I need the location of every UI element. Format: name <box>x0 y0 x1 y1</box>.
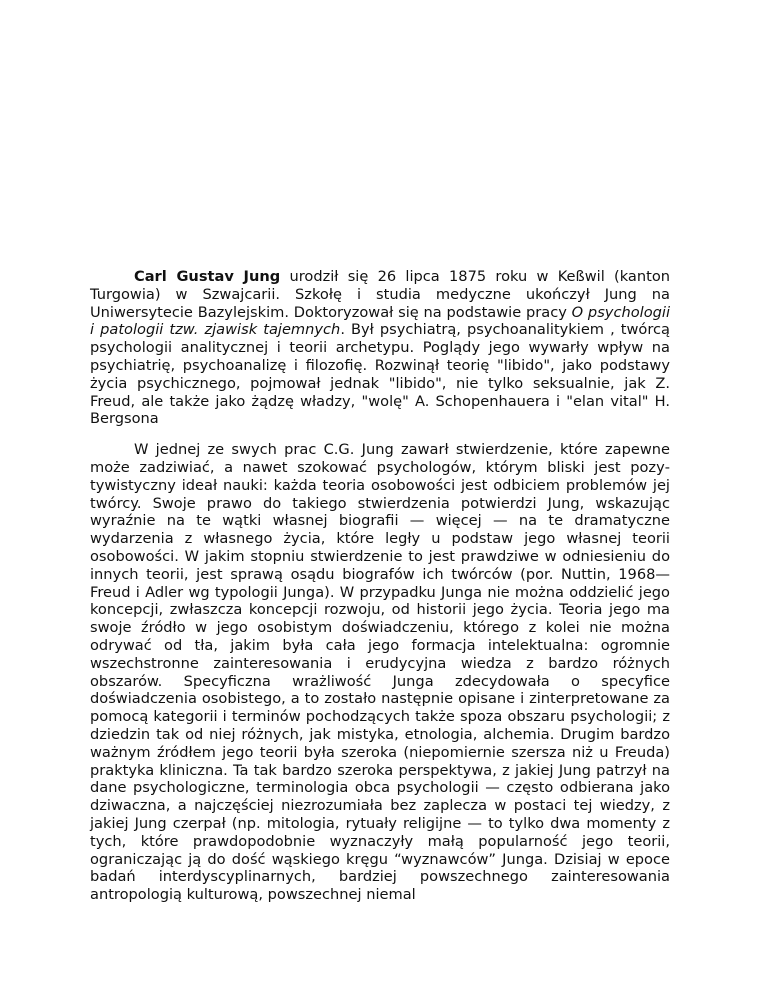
document-page <box>90 268 670 904</box>
dissertation-title: O psychologii i patologii tzw. zjawisk tajemnych <box>90 303 670 339</box>
author-name: Carl Gustav Jung <box>134 268 281 285</box>
paragraph-theory: W jednej ze swych prac C.G. Jung zawarł stwierdzenie, które zapewne może zadziwiać, a nawet szokować psychologów, którym bliski jest pozytywistyczny ideał nauki: każda teoria osobowości jest odbiciem problemów jej twórcy. Swoje prawo do takiego stwierdzenia potwierdzi Jung, wskazując wyraźnie na te wątki własnej biografii — więcej — na te dramatyczne wydarzenia z własnego życia, które legły u podstaw jego własnej teorii osobowości. W jakim stopniu stwierdzenie to jest prawdziwe w odniesieniu do innych teorii, jest sprawą osądu biografów ich twórców (por. Nuttin, 1968— Freud i Adler wg typologii Junga). W przypadku Junga nie można oddzielić jego koncepcji, zwłaszcza koncepcji rozwoju, od historii jego życia. Teoria jego ma swoje źródło w jego osobistym doświadczeniu, którego z kolei nie można odrywać od tła, jakim była cała jego formacja intelektualna: ogromnie wszechstronne zainteresowania i erudycyjna wiedza z bardzo różnych obszarów. Specyficzna wrażliwość Junga zdecydowała o specyfice doświadczenia osobistego, a to zostało następnie opisane i zinterpretowane za pomocą kategorii i terminów pochodzących także spoza obszaru psychologii; z dziedzin tak od niej różnych, jak mistyka, etnologia, alchemia. Drugim bardzo ważnym źródłem jego teorii była szeroka (niepomiernie szersza niż u Freuda) praktyka kliniczna. Ta tak bardzo szeroka perspektywa, z jakiej Jung patrzył na dane psychologiczne, terminologia obca psychologii — często odbierana jako dziwaczna, a najczęściej niezrozumiała bez zaplecza w postaci tej wiedzy, z jakiej Jung czerpał (np. mitologia, rytuały religijne — to tylko dwa momenty z tych, które prawdopodobnie wyznaczyły małą popularność jego teorii, ograniczając ją do dość wąskiego kręgu “wyznawców” Junga. Dzisiaj w epoce badań interdyscyplinarnych, bardziej powszechnego zainteresowania antropologią kulturową, powszechnej niemal <box>90 441 670 904</box>
biography-text-part1: urodził się 26 lipca 1875 roku w Keßwil (kanton Turgowia) w Szwajcarii. Szkołę i studia medyczne ukończył Jung na Uniwersytecie Bazylejskim. Doktoryzował się na podstawie pracy <box>90 268 670 321</box>
paragraph-biography <box>90 268 670 428</box>
biography-text-part2: . Był psychiatrą, psychoanalitykiem , twórcą psychologii analitycznej i teorii archetypu. Poglądy jego wywarły wpływ na psychiatrię, psychoanalizę i filozofię. Rozwinął teorię "libido", jako podstawy życia psychicznego, pojmował jednak "libido", nie tylko seksualnie, jak Z. Freud, ale także jako żądzę władzy, "wolę" A. Schopenhauera i "elan vital" H. Bergsona <box>90 321 671 428</box>
